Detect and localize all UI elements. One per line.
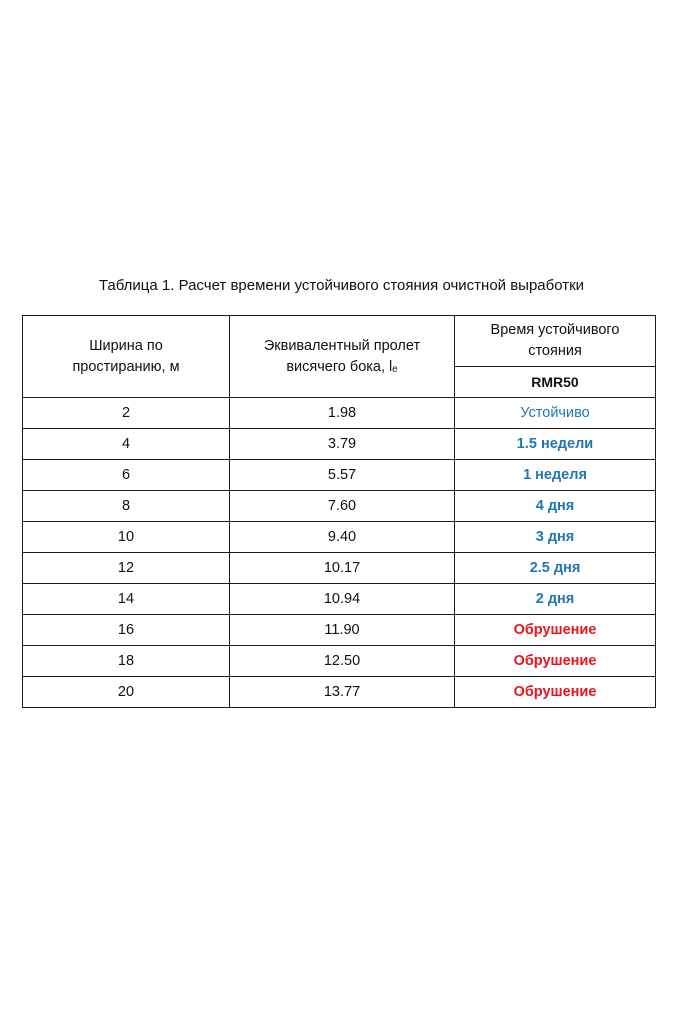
header-span — [230, 316, 455, 398]
header-width-line2: простиранию, м — [72, 358, 180, 375]
time-cell: 1 неделя — [455, 460, 656, 491]
width-cell: 2 — [23, 398, 230, 429]
time-cell: 1.5 недели — [455, 429, 656, 460]
time-cell: Обрушение — [455, 615, 656, 646]
table-row — [23, 553, 656, 584]
span-cell: 9.40 — [230, 522, 455, 553]
header-width — [23, 316, 230, 398]
span-cell: 10.17 — [230, 553, 455, 584]
time-cell: Устойчиво — [455, 398, 656, 429]
table-row — [23, 398, 656, 429]
time-cell: 3 дня — [455, 522, 656, 553]
width-cell: 12 — [23, 553, 230, 584]
stability-table — [22, 315, 656, 708]
span-cell: 11.90 — [230, 615, 455, 646]
span-cell: 7.60 — [230, 491, 455, 522]
time-cell: 2 дня — [455, 584, 656, 615]
width-cell: 18 — [23, 646, 230, 677]
table-row — [23, 584, 656, 615]
span-cell: 13.77 — [230, 677, 455, 708]
header-time — [455, 316, 656, 367]
span-cell: 5.57 — [230, 460, 455, 491]
width-cell: 6 — [23, 460, 230, 491]
span-cell: 10.94 — [230, 584, 455, 615]
time-cell: Обрушение — [455, 677, 656, 708]
time-cell: 2.5 дня — [455, 553, 656, 584]
table-row — [23, 677, 656, 708]
table-row — [23, 646, 656, 677]
span-cell: 12.50 — [230, 646, 455, 677]
width-cell: 10 — [23, 522, 230, 553]
table-row — [23, 615, 656, 646]
table-row — [23, 429, 656, 460]
header-span-line2: висячего бока, lₑ — [286, 358, 398, 375]
span-cell: 3.79 — [230, 429, 455, 460]
span-cell: 1.98 — [230, 398, 455, 429]
table-row — [23, 491, 656, 522]
table-row — [23, 460, 656, 491]
table-caption: Таблица 1. Расчет времени устойчивого стояния очистной выработки — [98, 277, 585, 294]
time-cell: 4 дня — [455, 491, 656, 522]
width-cell: 8 — [23, 491, 230, 522]
header-width-line1: Ширина по — [89, 337, 163, 354]
header-time-line1: Время устойчивого — [490, 322, 620, 338]
header-time-line2: стояния — [528, 343, 582, 359]
width-cell: 16 — [23, 615, 230, 646]
table-row — [23, 522, 656, 553]
header-rmr: RMR50 — [455, 367, 656, 398]
width-cell: 4 — [23, 429, 230, 460]
width-cell: 14 — [23, 584, 230, 615]
width-cell: 20 — [23, 677, 230, 708]
time-cell: Обрушение — [455, 646, 656, 677]
header-span-line1: Эквивалентный пролет — [263, 337, 421, 354]
